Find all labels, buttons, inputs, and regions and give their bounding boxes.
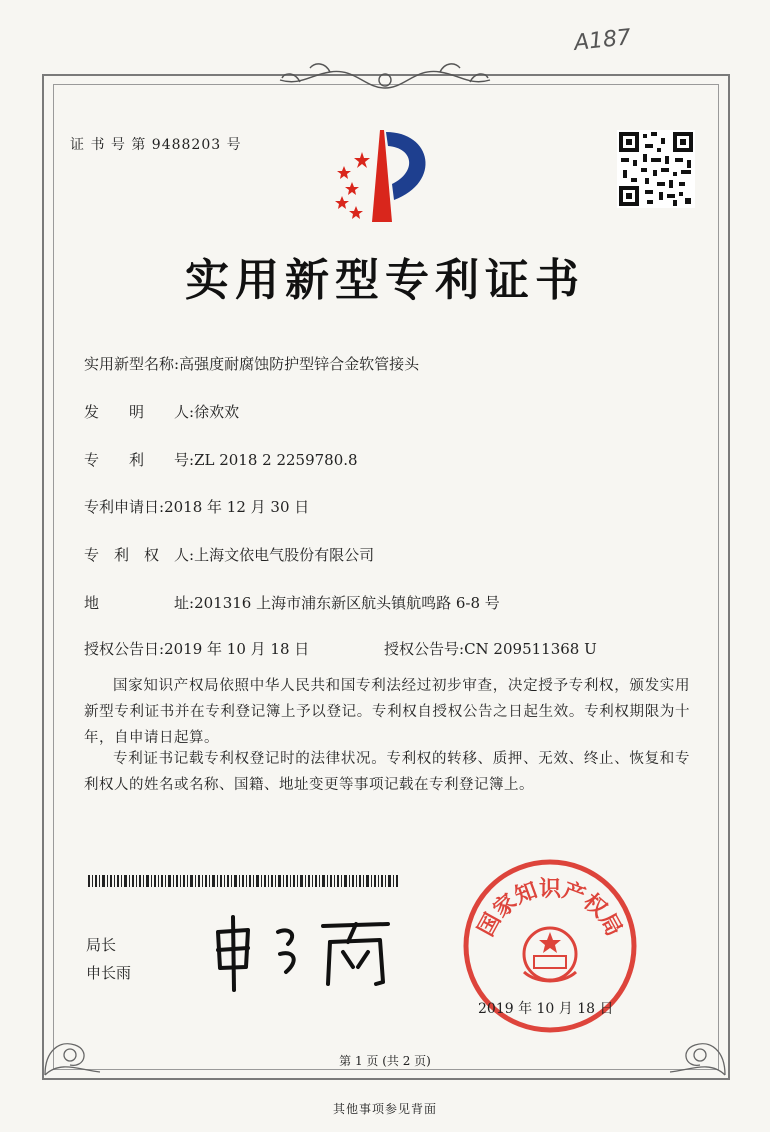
field-grant-date — [84, 638, 309, 659]
certificate-number: 证 书 号 第 9488203 号 — [70, 137, 242, 153]
field-label: 发 明 人: — [84, 403, 195, 421]
field-label: 专利申请日: — [84, 498, 165, 516]
bottom-right-ornament — [660, 1010, 730, 1080]
director-signature — [208, 912, 398, 992]
field-value: ZL 2018 2 2259780.8 — [194, 451, 358, 469]
director-name: 申长雨 — [86, 964, 132, 982]
field-application-date — [84, 496, 309, 517]
bottom-left-ornament — [40, 1010, 110, 1080]
field-value: 上海文依电气股份有限公司 — [194, 546, 375, 564]
qr-code — [617, 130, 695, 208]
handwritten-note: A187 — [572, 25, 633, 56]
field-patentee — [84, 544, 374, 565]
field-label: 专 利 权 人: — [84, 546, 195, 564]
field-value: 2018 年 12 月 30 日 — [164, 498, 310, 516]
seal-date: 2019 年 10 月 18 日 — [478, 1001, 614, 1017]
field-value: 2019 年 10 月 18 日 — [164, 640, 310, 658]
field-label: 授权公告日: — [84, 640, 165, 658]
field-model-name — [84, 353, 419, 374]
patent-office-emblem-icon — [322, 122, 442, 232]
field-grant-number — [384, 638, 597, 659]
field-label: 专 利 号: — [84, 451, 195, 469]
field-label: 授权公告号: — [384, 640, 465, 658]
field-value: 201316 上海市浦东新区航头镇航鸣路 6-8 号 — [194, 594, 500, 612]
field-inventor — [84, 401, 239, 422]
notice-paragraph: 国家知识产权局依照中华人民共和国专利法经过初步审查，决定授予专利权，颁发实用新型专利证书并在专利登记簿上予以登记。专利权自授权公告之日起生效。专利权期限为十年，自申请日起算。 — [84, 678, 690, 746]
field-label: 地 址: — [84, 594, 195, 612]
field-value: CN 209511368 U — [464, 640, 597, 658]
back-note: 其他事项参见背面 — [332, 1102, 437, 1116]
barcode — [88, 875, 400, 887]
field-value: 徐欢欢 — [194, 403, 240, 421]
field-value: 高强度耐腐蚀防护型锌合金软管接头 — [179, 355, 420, 373]
field-label: 实用新型名称: — [84, 355, 180, 373]
top-ornament — [270, 58, 500, 94]
field-patent-number — [84, 449, 358, 470]
notice-paragraph: 专利证书记载专利权登记时的法律状况。专利权的转移、质押、无效、终止、恢复和专利权人的姓名或名称、国籍、地址变更等事项记载在专利登记簿上。 — [84, 751, 690, 793]
director-title: 局长 — [86, 936, 117, 954]
page-indicator: 第 1 页 (共 2 页) — [339, 1054, 431, 1068]
certificate-title: 实用新型专利证书 — [185, 255, 585, 306]
field-address — [84, 592, 500, 613]
svg-text:国家知识产权局: 国家知识产权局 — [473, 876, 627, 941]
